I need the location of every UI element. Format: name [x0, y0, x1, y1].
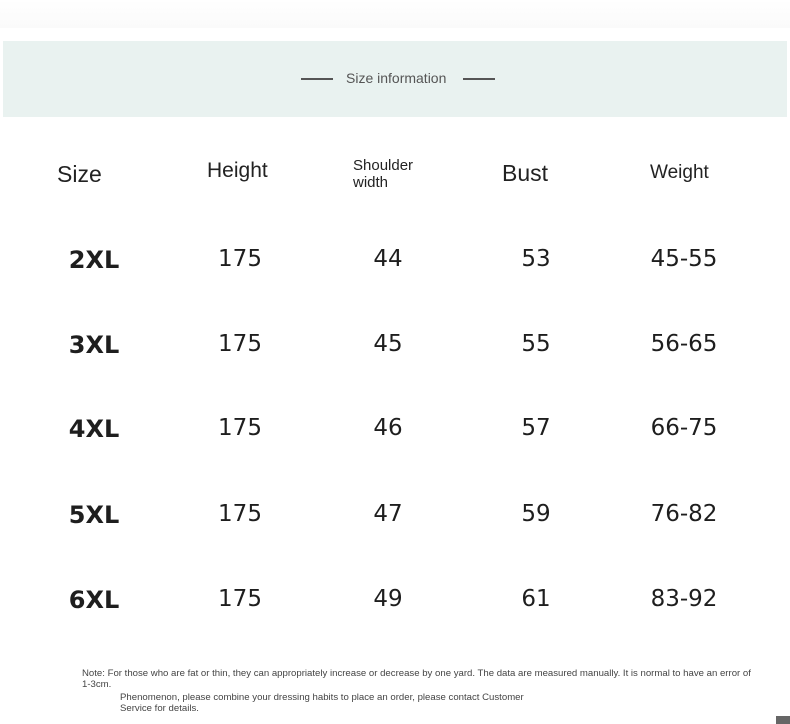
- cell-bust: 57: [521, 415, 551, 441]
- cell-weight: 45-55: [650, 246, 718, 272]
- cell-bust: 53: [521, 246, 551, 272]
- table-row: [0, 246, 790, 286]
- size-info-banner: [3, 41, 787, 117]
- header-bust: Bust: [502, 160, 549, 186]
- table-row: [0, 415, 790, 455]
- banner-divider-left: [301, 78, 333, 80]
- corner-mark: [776, 716, 790, 724]
- banner-title: Size information: [346, 70, 447, 86]
- cell-size: 4XL: [68, 415, 120, 443]
- header-size: Size: [57, 161, 102, 187]
- cell-weight: 76-82: [650, 501, 718, 527]
- cell-height: 175: [218, 331, 262, 357]
- cell-bust: 59: [521, 501, 551, 527]
- cell-height: 175: [218, 501, 262, 527]
- banner-divider-right: [463, 78, 495, 80]
- top-strip: [0, 0, 790, 28]
- cell-shoulder: 44: [373, 246, 403, 272]
- cell-weight: 66-75: [650, 415, 718, 441]
- cell-height: 175: [218, 415, 262, 441]
- header-height: Height: [207, 159, 268, 182]
- cell-height: 175: [218, 246, 262, 272]
- header-shoulder-width: Shoulder width: [353, 157, 414, 191]
- cell-shoulder: 49: [373, 586, 403, 612]
- measurement-note: Note: For those who are fat or thin, they can appropriately increase or decrease by one yard. The data are measured manually. It is normal to have an error of 1-3cm.: [82, 668, 751, 690]
- cell-shoulder: 47: [373, 501, 403, 527]
- cell-size: 2XL: [68, 246, 120, 274]
- table-row: [0, 331, 790, 371]
- cell-shoulder: 45: [373, 331, 403, 357]
- cell-bust: 55: [521, 331, 551, 357]
- table-row: [0, 586, 790, 626]
- cell-size: 6XL: [68, 586, 120, 614]
- cell-shoulder: 46: [373, 415, 403, 441]
- cell-weight: 83-92: [650, 586, 718, 612]
- table-row: [0, 501, 790, 541]
- customer-service-note: Phenomenon, please combine your dressing habits to place an order, please contact Customer Service for details.: [120, 692, 524, 714]
- cell-weight: 56-65: [650, 331, 718, 357]
- cell-size: 3XL: [68, 331, 120, 359]
- header-weight: Weight: [650, 162, 709, 183]
- cell-bust: 61: [521, 586, 551, 612]
- cell-size: 5XL: [68, 501, 120, 529]
- cell-height: 175: [218, 586, 262, 612]
